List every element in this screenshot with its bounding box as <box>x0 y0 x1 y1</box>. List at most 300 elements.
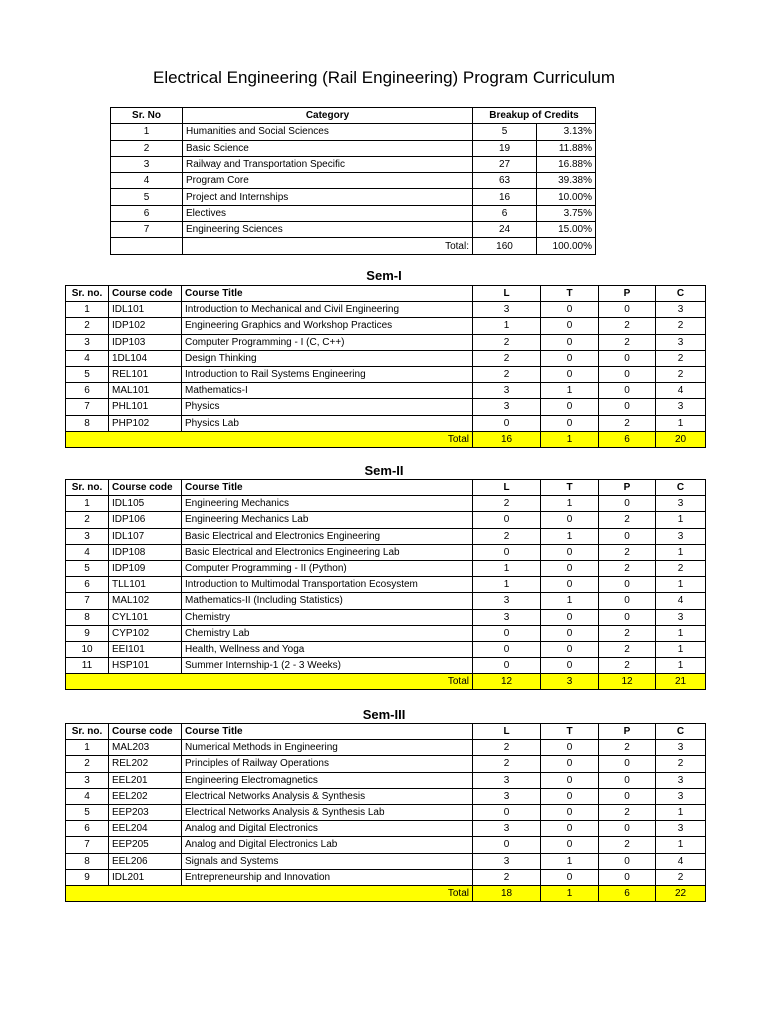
tutorial-cell: 0 <box>541 772 599 788</box>
tutorial-cell: 0 <box>541 658 599 674</box>
empty-cell <box>111 238 183 254</box>
course-title-cell: Basic Electrical and Electronics Engineering <box>182 528 473 544</box>
course-title-cell: Chemistry <box>182 609 473 625</box>
practical-cell: 2 <box>599 318 656 334</box>
credit-cell: 2 <box>656 560 706 576</box>
tutorial-cell: 0 <box>541 302 599 318</box>
lecture-cell: 0 <box>473 804 541 820</box>
credits-cell: 24 <box>473 222 537 238</box>
sr-no-cell: 9 <box>66 869 109 885</box>
sr-no-cell: 3 <box>66 528 109 544</box>
table-row <box>66 821 706 837</box>
header-code: Course code <box>109 724 182 740</box>
tutorial-cell: 0 <box>541 740 599 756</box>
lecture-cell: 2 <box>473 334 541 350</box>
table-row <box>66 302 706 318</box>
credit-cell: 2 <box>656 318 706 334</box>
sr-no-cell: 7 <box>111 222 183 238</box>
table-row <box>66 415 706 431</box>
table-row <box>66 804 706 820</box>
sr-no-cell: 5 <box>66 560 109 576</box>
table-row <box>66 399 706 415</box>
credits-cell: 27 <box>473 156 537 172</box>
category-cell: Railway and Transportation Specific <box>183 156 473 172</box>
sr-no-cell: 4 <box>66 788 109 804</box>
course-title-cell: Basic Electrical and Electronics Engineering Lab <box>182 544 473 560</box>
lecture-cell: 1 <box>473 560 541 576</box>
credit-breakup-table <box>110 107 596 255</box>
lecture-cell: 3 <box>473 593 541 609</box>
credit-cell: 1 <box>656 577 706 593</box>
course-code-cell: MAL102 <box>109 593 182 609</box>
credit-cell: 3 <box>656 334 706 350</box>
table-header-row <box>66 724 706 740</box>
course-code-cell: IDL105 <box>109 496 182 512</box>
sem1-course-table <box>65 285 706 448</box>
tutorial-cell: 0 <box>541 756 599 772</box>
credit-cell: 3 <box>656 496 706 512</box>
total-label: Total <box>66 431 473 447</box>
credit-cell: 1 <box>656 544 706 560</box>
course-code-cell: CYP102 <box>109 625 182 641</box>
course-title-cell: Engineering Mechanics <box>182 496 473 512</box>
course-code-cell: EEP203 <box>109 804 182 820</box>
practical-cell: 0 <box>599 577 656 593</box>
table-row <box>66 577 706 593</box>
total-practical: 6 <box>599 885 656 901</box>
credits-cell: 63 <box>473 173 537 189</box>
table-row <box>66 528 706 544</box>
course-code-cell: MAL101 <box>109 383 182 399</box>
total-row <box>66 885 706 901</box>
tutorial-cell: 0 <box>541 415 599 431</box>
lecture-cell: 0 <box>473 544 541 560</box>
table-row <box>66 625 706 641</box>
lecture-cell: 3 <box>473 609 541 625</box>
sr-no-cell: 2 <box>111 140 183 156</box>
header-c: C <box>656 480 706 496</box>
sr-no-cell: 2 <box>66 756 109 772</box>
percent-cell: 10.00% <box>537 189 596 205</box>
credit-cell: 1 <box>656 658 706 674</box>
course-code-cell: EEL206 <box>109 853 182 869</box>
course-title-cell: Introduction to Rail Systems Engineering <box>182 366 473 382</box>
practical-cell: 0 <box>599 366 656 382</box>
course-code-cell: IDP109 <box>109 560 182 576</box>
total-credits: 160 <box>473 238 537 254</box>
table-row <box>66 641 706 657</box>
credits-cell: 19 <box>473 140 537 156</box>
practical-cell: 0 <box>599 350 656 366</box>
course-title-cell: Chemistry Lab <box>182 625 473 641</box>
tutorial-cell: 0 <box>541 869 599 885</box>
lecture-cell: 1 <box>473 318 541 334</box>
lecture-cell: 2 <box>473 740 541 756</box>
course-code-cell: REL101 <box>109 366 182 382</box>
course-title-cell: Physics <box>182 399 473 415</box>
table-row <box>66 740 706 756</box>
credit-cell: 1 <box>656 804 706 820</box>
practical-cell: 2 <box>599 560 656 576</box>
total-percent: 100.00% <box>537 238 596 254</box>
practical-cell: 2 <box>599 804 656 820</box>
total-tutorial: 1 <box>541 431 599 447</box>
total-row <box>66 431 706 447</box>
sr-no-cell: 2 <box>66 318 109 334</box>
total-tutorial: 3 <box>541 674 599 690</box>
total-row <box>66 674 706 690</box>
header-sr-no: Sr. No <box>111 108 183 124</box>
page-title: Electrical Engineering (Rail Engineering) Program Curriculum <box>152 68 616 87</box>
table-header-row <box>66 480 706 496</box>
lecture-cell: 1 <box>473 577 541 593</box>
sr-no-cell: 6 <box>66 383 109 399</box>
table-row <box>66 383 706 399</box>
credit-cell: 3 <box>656 302 706 318</box>
credit-cell: 3 <box>656 740 706 756</box>
header-breakup-of-credits: Breakup of Credits <box>473 108 596 124</box>
practical-cell: 2 <box>599 544 656 560</box>
header-p: P <box>599 286 656 302</box>
practical-cell: 0 <box>599 496 656 512</box>
header-c: C <box>656 286 706 302</box>
course-code-cell: IDL107 <box>109 528 182 544</box>
course-code-cell: IDP106 <box>109 512 182 528</box>
table-row <box>66 560 706 576</box>
course-title-cell: Computer Programming - I (C, C++) <box>182 334 473 350</box>
sr-no-cell: 7 <box>66 593 109 609</box>
percent-cell: 3.75% <box>537 205 596 221</box>
course-code-cell: PHL101 <box>109 399 182 415</box>
total-label: Total: <box>183 238 473 254</box>
table-header-row <box>66 286 706 302</box>
practical-cell: 2 <box>599 658 656 674</box>
course-code-cell: REL202 <box>109 756 182 772</box>
course-code-cell: IDL201 <box>109 869 182 885</box>
category-cell: Basic Science <box>183 140 473 156</box>
practical-cell: 0 <box>599 593 656 609</box>
practical-cell: 0 <box>599 383 656 399</box>
sr-no-cell: 7 <box>66 837 109 853</box>
course-title-cell: Entrepreneurship and Innovation <box>182 869 473 885</box>
category-cell: Program Core <box>183 173 473 189</box>
total-credits: 21 <box>656 674 706 690</box>
tutorial-cell: 0 <box>541 577 599 593</box>
header-t: T <box>541 724 599 740</box>
category-cell: Humanities and Social Sciences <box>183 124 473 140</box>
course-code-cell: 1DL104 <box>109 350 182 366</box>
table-header-row <box>111 108 596 124</box>
table-row <box>66 318 706 334</box>
sr-no-cell: 6 <box>66 577 109 593</box>
table-row <box>66 853 706 869</box>
lecture-cell: 3 <box>473 788 541 804</box>
total-label: Total <box>66 674 473 690</box>
table-row <box>66 350 706 366</box>
table-row <box>66 334 706 350</box>
lecture-cell: 2 <box>473 756 541 772</box>
percent-cell: 16.88% <box>537 156 596 172</box>
category-cell: Engineering Sciences <box>183 222 473 238</box>
sr-no-cell: 8 <box>66 609 109 625</box>
lecture-cell: 0 <box>473 512 541 528</box>
tutorial-cell: 0 <box>541 512 599 528</box>
tutorial-cell: 1 <box>541 496 599 512</box>
header-l: L <box>473 286 541 302</box>
lecture-cell: 0 <box>473 415 541 431</box>
header-sr: Sr. no. <box>66 724 109 740</box>
course-title-cell: Computer Programming - II (Python) <box>182 560 473 576</box>
table-row <box>66 366 706 382</box>
tutorial-cell: 0 <box>541 821 599 837</box>
sr-no-cell: 4 <box>66 350 109 366</box>
table-row <box>111 205 596 221</box>
sr-no-cell: 1 <box>111 124 183 140</box>
table-row <box>66 788 706 804</box>
credits-cell: 5 <box>473 124 537 140</box>
header-l: L <box>473 480 541 496</box>
header-code: Course code <box>109 286 182 302</box>
course-code-cell: CYL101 <box>109 609 182 625</box>
practical-cell: 2 <box>599 334 656 350</box>
total-practical: 6 <box>599 431 656 447</box>
lecture-cell: 3 <box>473 821 541 837</box>
course-title-cell: Introduction to Mechanical and Civil Engineering <box>182 302 473 318</box>
header-c: C <box>656 724 706 740</box>
table-row <box>111 222 596 238</box>
course-code-cell: TLL101 <box>109 577 182 593</box>
credit-cell: 3 <box>656 821 706 837</box>
table-row <box>111 124 596 140</box>
header-p: P <box>599 724 656 740</box>
tutorial-cell: 0 <box>541 788 599 804</box>
header-category: Category <box>183 108 473 124</box>
practical-cell: 2 <box>599 837 656 853</box>
header-title: Course Title <box>182 286 473 302</box>
sem3-heading: Sem-III <box>362 707 406 722</box>
lecture-cell: 2 <box>473 496 541 512</box>
table-row <box>66 593 706 609</box>
sr-no-cell: 2 <box>66 512 109 528</box>
course-code-cell: EEP205 <box>109 837 182 853</box>
course-title-cell: Design Thinking <box>182 350 473 366</box>
credit-cell: 1 <box>656 415 706 431</box>
course-title-cell: Mathematics-II (Including Statistics) <box>182 593 473 609</box>
header-t: T <box>541 480 599 496</box>
course-title-cell: Engineering Mechanics Lab <box>182 512 473 528</box>
practical-cell: 0 <box>599 528 656 544</box>
practical-cell: 0 <box>599 609 656 625</box>
practical-cell: 2 <box>599 512 656 528</box>
percent-cell: 39.38% <box>537 173 596 189</box>
course-title-cell: Summer Internship-1 (2 - 3 Weeks) <box>182 658 473 674</box>
course-code-cell: IDP108 <box>109 544 182 560</box>
lecture-cell: 2 <box>473 350 541 366</box>
sr-no-cell: 10 <box>66 641 109 657</box>
header-sr: Sr. no. <box>66 480 109 496</box>
course-code-cell: EEI101 <box>109 641 182 657</box>
credit-cell: 1 <box>656 625 706 641</box>
sem2-heading: Sem-II <box>364 463 404 478</box>
credits-cell: 16 <box>473 189 537 205</box>
course-title-cell: Electrical Networks Analysis & Synthesis Lab <box>182 804 473 820</box>
total-row <box>111 238 596 254</box>
header-t: T <box>541 286 599 302</box>
sr-no-cell: 5 <box>66 804 109 820</box>
course-title-cell: Physics Lab <box>182 415 473 431</box>
course-code-cell: PHP102 <box>109 415 182 431</box>
practical-cell: 0 <box>599 399 656 415</box>
sr-no-cell: 5 <box>66 366 109 382</box>
tutorial-cell: 0 <box>541 334 599 350</box>
tutorial-cell: 0 <box>541 399 599 415</box>
tutorial-cell: 0 <box>541 544 599 560</box>
lecture-cell: 2 <box>473 869 541 885</box>
lecture-cell: 3 <box>473 853 541 869</box>
percent-cell: 3.13% <box>537 124 596 140</box>
table-row <box>66 544 706 560</box>
practical-cell: 2 <box>599 625 656 641</box>
sr-no-cell: 11 <box>66 658 109 674</box>
total-practical: 12 <box>599 674 656 690</box>
credit-cell: 4 <box>656 593 706 609</box>
table-row <box>111 189 596 205</box>
lecture-cell: 3 <box>473 302 541 318</box>
percent-cell: 15.00% <box>537 222 596 238</box>
course-code-cell: IDP103 <box>109 334 182 350</box>
header-p: P <box>599 480 656 496</box>
credit-cell: 2 <box>656 756 706 772</box>
sem1-heading: Sem-I <box>366 268 402 283</box>
practical-cell: 0 <box>599 869 656 885</box>
course-title-cell: Engineering Electromagnetics <box>182 772 473 788</box>
course-title-cell: Signals and Systems <box>182 853 473 869</box>
course-title-cell: Introduction to Multimodal Transportation Ecosystem <box>182 577 473 593</box>
credit-cell: 4 <box>656 383 706 399</box>
category-cell: Project and Internships <box>183 189 473 205</box>
credit-cell: 4 <box>656 853 706 869</box>
table-row <box>66 756 706 772</box>
credits-cell: 6 <box>473 205 537 221</box>
course-code-cell: IDL101 <box>109 302 182 318</box>
course-title-cell: Numerical Methods in Engineering <box>182 740 473 756</box>
tutorial-cell: 0 <box>541 318 599 334</box>
course-title-cell: Engineering Graphics and Workshop Practices <box>182 318 473 334</box>
table-row <box>66 837 706 853</box>
sr-no-cell: 8 <box>66 415 109 431</box>
tutorial-cell: 1 <box>541 383 599 399</box>
credit-cell: 2 <box>656 869 706 885</box>
credit-cell: 1 <box>656 512 706 528</box>
lecture-cell: 0 <box>473 658 541 674</box>
header-l: L <box>473 724 541 740</box>
sr-no-cell: 4 <box>66 544 109 560</box>
course-title-cell: Analog and Digital Electronics Lab <box>182 837 473 853</box>
lecture-cell: 2 <box>473 528 541 544</box>
table-row <box>66 658 706 674</box>
sr-no-cell: 4 <box>111 173 183 189</box>
practical-cell: 0 <box>599 788 656 804</box>
course-code-cell: HSP101 <box>109 658 182 674</box>
course-code-cell: EEL204 <box>109 821 182 837</box>
sr-no-cell: 3 <box>111 156 183 172</box>
credit-cell: 3 <box>656 528 706 544</box>
sr-no-cell: 1 <box>66 740 109 756</box>
sr-no-cell: 7 <box>66 399 109 415</box>
practical-cell: 0 <box>599 756 656 772</box>
practical-cell: 0 <box>599 302 656 318</box>
lecture-cell: 0 <box>473 837 541 853</box>
sr-no-cell: 9 <box>66 625 109 641</box>
course-code-cell: EEL201 <box>109 772 182 788</box>
tutorial-cell: 0 <box>541 837 599 853</box>
table-row <box>111 173 596 189</box>
header-code: Course code <box>109 480 182 496</box>
sr-no-cell: 8 <box>66 853 109 869</box>
credit-cell: 2 <box>656 350 706 366</box>
total-credits: 22 <box>656 885 706 901</box>
tutorial-cell: 1 <box>541 528 599 544</box>
table-row <box>111 140 596 156</box>
practical-cell: 2 <box>599 641 656 657</box>
lecture-cell: 0 <box>473 641 541 657</box>
sr-no-cell: 6 <box>66 821 109 837</box>
sr-no-cell: 3 <box>66 334 109 350</box>
lecture-cell: 3 <box>473 772 541 788</box>
total-tutorial: 1 <box>541 885 599 901</box>
tutorial-cell: 1 <box>541 853 599 869</box>
course-title-cell: Principles of Railway Operations <box>182 756 473 772</box>
sr-no-cell: 3 <box>66 772 109 788</box>
credit-cell: 3 <box>656 609 706 625</box>
practical-cell: 2 <box>599 415 656 431</box>
sr-no-cell: 6 <box>111 205 183 221</box>
credit-cell: 1 <box>656 837 706 853</box>
table-row <box>66 772 706 788</box>
credit-cell: 1 <box>656 641 706 657</box>
tutorial-cell: 0 <box>541 350 599 366</box>
credit-cell: 2 <box>656 366 706 382</box>
tutorial-cell: 0 <box>541 641 599 657</box>
tutorial-cell: 0 <box>541 625 599 641</box>
total-label: Total <box>66 885 473 901</box>
sr-no-cell: 5 <box>111 189 183 205</box>
credit-cell: 3 <box>656 399 706 415</box>
total-credits: 20 <box>656 431 706 447</box>
credit-cell: 3 <box>656 788 706 804</box>
course-title-cell: Health, Wellness and Yoga <box>182 641 473 657</box>
sr-no-cell: 1 <box>66 302 109 318</box>
lecture-cell: 3 <box>473 399 541 415</box>
course-code-cell: IDP102 <box>109 318 182 334</box>
category-cell: Electives <box>183 205 473 221</box>
table-row <box>66 609 706 625</box>
practical-cell: 0 <box>599 853 656 869</box>
sem2-course-table <box>65 479 706 690</box>
credit-cell: 3 <box>656 772 706 788</box>
table-row <box>111 156 596 172</box>
table-row <box>66 496 706 512</box>
tutorial-cell: 1 <box>541 593 599 609</box>
practical-cell: 2 <box>599 740 656 756</box>
lecture-cell: 3 <box>473 383 541 399</box>
tutorial-cell: 0 <box>541 804 599 820</box>
practical-cell: 0 <box>599 821 656 837</box>
header-title: Course Title <box>182 724 473 740</box>
header-sr: Sr. no. <box>66 286 109 302</box>
lecture-cell: 2 <box>473 366 541 382</box>
header-title: Course Title <box>182 480 473 496</box>
